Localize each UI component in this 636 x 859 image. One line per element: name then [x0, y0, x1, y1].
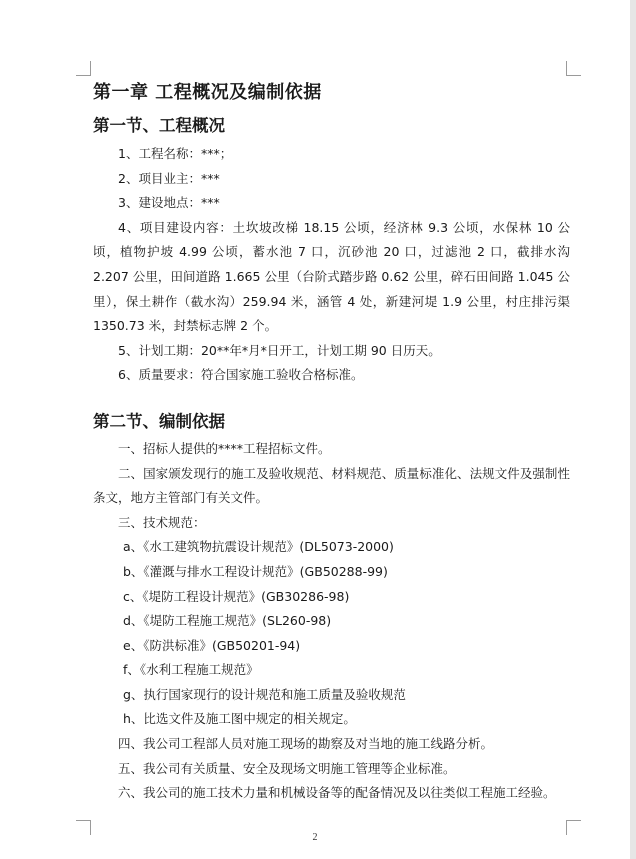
overview-item: 3、建设地点：***: [118, 195, 220, 211]
section-title-overview: 第一节、工程概况: [93, 116, 225, 135]
chapter-title: 第一章 工程概况及编制依据: [93, 82, 322, 103]
spec-item: c、《堤防工程设计规范》(GB30286-98): [123, 588, 350, 604]
spec-item: a、《水工建筑物抗震设计规范》(DL5073-2000): [123, 539, 394, 555]
spec-item: g、执行国家现行的设计规范和施工质量及验收规范: [123, 686, 406, 702]
overview-item: 5、计划工期：20**年*月*日开工，计划工期 90 日历天。: [118, 342, 441, 358]
overview-item: 2、项目业主：***: [118, 170, 220, 186]
crop-mark-top-left: [76, 61, 91, 76]
basis-item: 一、招标人提供的****工程招标文件。: [118, 440, 331, 456]
overview-item: 6、质量要求：符合国家施工验收合格标准。: [118, 367, 364, 383]
overview-list: [93, 142, 570, 388]
basis-item: 五、我公司有关质量、安全及现场文明施工管理等企业标准。: [118, 760, 456, 776]
spec-item: h、比选文件及施工图中规定的相关规定。: [123, 711, 356, 727]
spec-item: d、《堤防工程施工规范》(SL260-98): [123, 613, 332, 629]
page-edge: [630, 0, 636, 859]
page-number: 2: [312, 832, 318, 843]
document-body: [93, 80, 570, 806]
crop-mark-top-right: [566, 61, 581, 76]
spec-item: e、《防洪标准》(GB50201-94): [123, 637, 301, 653]
overview-item: 1、工程名称：***；: [118, 146, 233, 161]
section-title-basis: 第二节、编制依据: [93, 411, 225, 431]
basis-item: 四、我公司工程部人员对施工现场的勘察及对当地的施工线路分析。: [118, 736, 494, 752]
basis-item: 六、我公司的施工技术力量和机械设备等的配备情况及以往类似工程施工经验。: [118, 785, 556, 801]
spec-item: b、《灌溉与排水工程设计规范》(GB50288-99): [123, 563, 388, 579]
basis-list: [93, 437, 570, 806]
spec-item: f、《水利工程施工规范》: [123, 662, 259, 678]
basis-item: 三、技术规范：: [118, 514, 206, 530]
basis-item: 二、国家颁发现行的施工及验收规范、材料规范、质量标准化、法规文件及强制性条文，地方主管部门有关文件。: [93, 465, 570, 506]
overview-item: 4、项目建设内容：土坎坡改梯 18.15 公顷，经济林 9.3 公顷，水保林 10 公顷，植物护坡 4.99 公顷，蓄水池 7 口，沉砂池 20 口，过滤池 2 口，截排水沟 2.207 公里，田间道路 1.665 公里（台阶式踏步路 0.62 公里，碎石田间路 1.045 公里），保土耕作（截水沟）259.94 米，涵管 4 处，新建河堤 1.9 公里，村庄排污渠 1350.73 米，封禁标志牌 2 个。: [93, 219, 570, 334]
